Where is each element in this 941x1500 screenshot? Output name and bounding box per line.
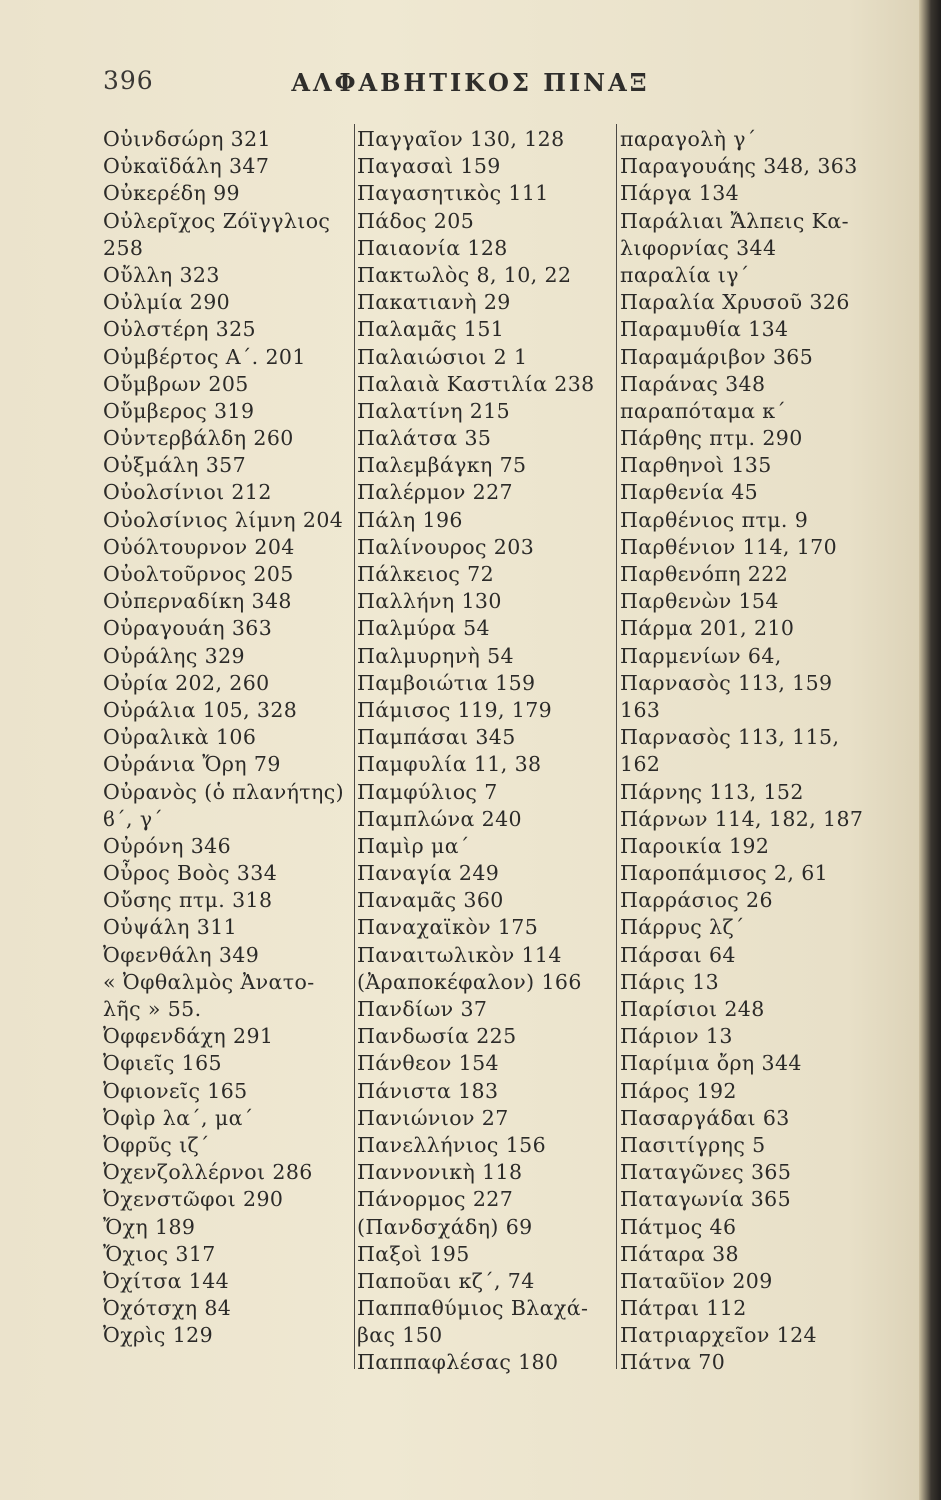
index-entry: Οὐψάλη 311: [103, 915, 238, 940]
index-entry: Πάρις 13: [620, 969, 720, 994]
index-entry: Πάρσαι 64: [620, 942, 736, 967]
index-entry: Παραγουάης 348, 363: [620, 154, 858, 179]
index-entry: Ὀφιεῖς 165: [103, 1051, 222, 1076]
index-entry: Οὐόλτουρνον 204: [103, 534, 295, 559]
column-divider-1: [354, 124, 355, 1369]
index-entry: Ὀφρῦς ιζ΄: [103, 1132, 210, 1157]
index-entry: 258: [103, 235, 144, 260]
index-entry: Πάρνων 114, 182, 187: [620, 806, 864, 831]
index-entry: Πάνθεον 154: [357, 1051, 499, 1076]
index-entry: Οὐινδσώρη 321: [103, 127, 271, 151]
index-entry: Πάτνα 70: [620, 1350, 726, 1375]
index-entry: Παλεμβάγκη 75: [357, 453, 527, 478]
index-entry: Ὄχιος 317: [103, 1241, 216, 1266]
index-entry: Οὐντερβάλδη 260: [103, 426, 294, 451]
index-entry: Ὀχενζολλέρνοι 286: [103, 1160, 313, 1185]
index-entry: Παράλιαι Ἄλπεις Κα-: [620, 208, 849, 233]
index-entry: Παλαιώσιοι 2 1: [357, 344, 528, 369]
index-entry: Παρίμια ὄρη 344: [620, 1051, 802, 1076]
index-entry: Ὀφιονεῖς 165: [103, 1078, 248, 1103]
index-entry: Παρθενὼν 154: [620, 589, 779, 614]
index-entry: Πάτραι 112: [620, 1296, 747, 1321]
index-entry: Οὐραγουάη 363: [103, 616, 273, 641]
index-entry: Πάνορμος 227: [357, 1187, 514, 1212]
index-entry: Πανιώνιον 27: [357, 1105, 509, 1130]
index-entry: Πανελλήνιος 156: [357, 1132, 547, 1157]
index-entry: Πάτμος 46: [620, 1214, 737, 1239]
index-entry: Οὐρόνη 346: [103, 833, 232, 858]
index-entry: Παρθένιος πτμ. 9: [620, 507, 809, 532]
index-entry: Παμβοιώτια 159: [357, 670, 536, 695]
index-entry: Παμφυλία 11, 38: [357, 752, 542, 777]
index-column-1: [103, 126, 355, 1349]
index-entry: Πατριαρχεῖον 124: [620, 1323, 817, 1348]
index-entry: Παλμύρα 54: [357, 616, 490, 641]
index-entry: Πάμισος 119, 179: [357, 697, 553, 722]
index-entry: Οὐλμία 290: [103, 290, 231, 315]
index-entry: Παναγία 249: [357, 861, 500, 886]
index-entry: Πάνιστα 183: [357, 1078, 499, 1103]
index-entry: Παγγαῖον 130, 128: [357, 127, 565, 151]
index-entry: Οὐξμάλη 357: [103, 453, 247, 478]
index-entry: Παναμᾶς 360: [357, 888, 504, 913]
page-number: 396: [103, 66, 154, 95]
index-entry: ϐ΄, γ΄: [103, 806, 164, 831]
index-entry: Οὔμβερος 319: [103, 398, 255, 423]
index-entry: Παλέρμον 227: [357, 480, 513, 505]
index-entry: Παρθένιον 114, 170: [620, 534, 838, 559]
index-entry: Παλίνουρος 203: [357, 534, 535, 559]
index-entry: Πάρμα 201, 210: [620, 616, 795, 641]
index-entry: Παρνασὸς 113, 159: [620, 670, 833, 695]
index-entry: Οὐραλικὰ 106: [103, 725, 257, 750]
index-entry: Παλατίνη 215: [357, 398, 511, 423]
index-entry: Παταγῶνες 365: [620, 1160, 792, 1185]
index-column-3: [620, 126, 890, 1377]
index-entry: Πακατιανὴ 29: [357, 290, 511, 315]
index-entry: παραλία ιγ΄: [620, 262, 750, 287]
index-entry: Παμπάσαι 345: [357, 725, 516, 750]
index-entry: Παλάτσα 35: [357, 426, 492, 451]
index-entry: Οὐολτοῦρνος 205: [103, 562, 294, 586]
index-entry: Ὀχίτσα 144: [103, 1268, 230, 1293]
index-entry: Οὐμβέρτος Α΄. 201: [103, 344, 306, 369]
index-entry: Παλλήνη 130: [357, 589, 502, 614]
index-entry: Παρθενία 45: [620, 480, 759, 505]
index-entry: Παμφύλιος 7: [357, 779, 498, 804]
index-entry: Ὀχενστῶφοι 290: [103, 1187, 284, 1212]
index-entry: παραπόταμα κ΄: [620, 398, 787, 423]
index-entry: Ὀχότσχη 84: [103, 1296, 232, 1321]
index-entry: Πακτωλὸς 8, 10, 22: [357, 262, 572, 287]
index-column-2: [357, 126, 609, 1377]
index-entry: Παραλία Χρυσοῦ 326: [620, 290, 850, 315]
index-entry: Οὐολσίνιοι 212: [103, 480, 272, 505]
index-entry: (Πανδσχάδη) 69: [357, 1214, 533, 1239]
index-entry: λιφορνίας 344: [620, 235, 777, 260]
index-entry: « Ὀφθαλμὸς Ἀνατο-: [103, 969, 315, 994]
page-title: ΑΛΦΑΒΗΤΙΚΟΣ ΠΙΝΑΞ: [291, 68, 650, 97]
book-binding-edge: [919, 0, 941, 1500]
index-entry: Οὐράλης 329: [103, 643, 245, 668]
index-entry: Οὐπερναδίκη 348: [103, 589, 292, 614]
index-entry: Οὔσης πτμ. 318: [103, 888, 273, 913]
index-entry: Παράνας 348: [620, 371, 766, 396]
index-entry: Πασιτίγρης 5: [620, 1132, 766, 1157]
index-entry: Παξοὶ 195: [357, 1241, 470, 1266]
index-entry: Παλαιὰ Καστιλία 238: [357, 371, 595, 396]
index-entry: Οὐκαϊδάλη 347: [103, 154, 270, 179]
index-entry: Παππαθύμιος Βλαχά-: [357, 1296, 589, 1321]
index-entry: Οὖρος Βοὸς 334: [103, 861, 278, 886]
index-entry: Παρθηνοὶ 135: [620, 453, 772, 478]
index-entry: Παγασαὶ 159: [357, 154, 501, 179]
index-entry: βας 150: [357, 1323, 443, 1348]
index-entry: Παιαονία 128: [357, 235, 508, 260]
index-entry: Ὀφφενδάχη 291: [103, 1024, 274, 1049]
index-entry: Παλαμᾶς 151: [357, 317, 505, 342]
index-entry: Ὄχη 189: [103, 1214, 196, 1239]
index-entry: Παταῦϊον 209: [620, 1268, 773, 1293]
index-entry: Παππαφλέσας 180: [357, 1350, 559, 1375]
index-entry: Παμὶρ μα΄: [357, 833, 470, 858]
index-entry: Παρίσιοι 248: [620, 997, 765, 1021]
index-entry: Ὀφενθάλη 349: [103, 942, 260, 967]
index-entry: Παναιτωλικὸν 114: [357, 942, 562, 967]
index-entry: Οὐολσίνιος λίμνη 204: [103, 507, 344, 532]
index-entry: Πάρρυς λζ΄: [620, 915, 745, 940]
index-entry: Παταγωνία 365: [620, 1187, 792, 1212]
index-entry: Πανδωσία 225: [357, 1024, 517, 1049]
index-entry: Παραμυθία 134: [620, 317, 789, 342]
index-entry: Ὀφὶρ λα΄, μα΄: [103, 1105, 254, 1130]
index-entry: Παραμάριβον 365: [620, 344, 814, 369]
index-entry: Πάλη 196: [357, 507, 463, 532]
index-entry: Οὐρανὸς (ὁ πλανήτης): [103, 779, 344, 804]
index-entry: 163: [620, 697, 661, 722]
index-entry: Παροικία 192: [620, 833, 770, 858]
index-entry: 162: [620, 752, 661, 777]
page-header: [0, 66, 941, 106]
index-entry: Παρθενόπη 222: [620, 562, 789, 586]
index-entry: Οὐράνια Ὄρη 79: [103, 752, 281, 777]
index-entry: Παροπάμισος 2, 61: [620, 861, 829, 886]
index-entry: (Ἀραποκέφαλον) 166: [357, 969, 582, 994]
index-entry: Πάρθης πτμ. 290: [620, 426, 803, 451]
index-entry: Οὐκερέδη 99: [103, 181, 240, 206]
index-entry: Πάταρα 38: [620, 1241, 740, 1266]
index-entry: Πασαργάδαι 63: [620, 1105, 790, 1130]
index-entry: Παρνασὸς 113, 115,: [620, 725, 840, 750]
index-entry: Πάριον 13: [620, 1024, 733, 1049]
index-entry: Παρμενίων 64,: [620, 643, 782, 668]
index-entry: Πάρνης 113, 152: [620, 779, 804, 804]
index-entry: παραγολὴ γ΄: [620, 127, 757, 151]
index-entry: Παννονικὴ 118: [357, 1160, 523, 1185]
index-entry: λῆς » 55.: [103, 997, 202, 1021]
index-entry: Παγασητικὸς 111: [357, 181, 549, 206]
index-entry: Παμπλώνα 240: [357, 806, 522, 831]
column-divider-2: [616, 124, 617, 1369]
index-entry: Οὐράλια 105, 328: [103, 697, 298, 722]
index-entry: Πάργα 134: [620, 181, 740, 206]
index-entry: Πάρος 192: [620, 1078, 737, 1103]
index-entry: Παλμυρηνὴ 54: [357, 643, 514, 668]
index-entry: Παναχαϊκὸν 175: [357, 915, 539, 940]
index-entry: Παποῦαι κζ΄, 74: [357, 1268, 535, 1293]
index-entry: Οὐλστέρη 325: [103, 317, 256, 342]
index-entry: Οὐλερῖχος Ζόϊγγλιος: [103, 208, 331, 233]
index-entry: Παρράσιος 26: [620, 888, 773, 913]
index-entry: Πάλκειος 72: [357, 562, 495, 586]
index-entry: Οὐρία 202, 260: [103, 670, 270, 695]
index-entry: Πανδίων 37: [357, 997, 488, 1021]
index-entry: Οὔλλη 323: [103, 262, 220, 287]
index-entry: Ὀχρὶς 129: [103, 1323, 214, 1348]
index-entry: Οὔμβρων 205: [103, 371, 249, 396]
index-entry: Πάδος 205: [357, 208, 475, 233]
